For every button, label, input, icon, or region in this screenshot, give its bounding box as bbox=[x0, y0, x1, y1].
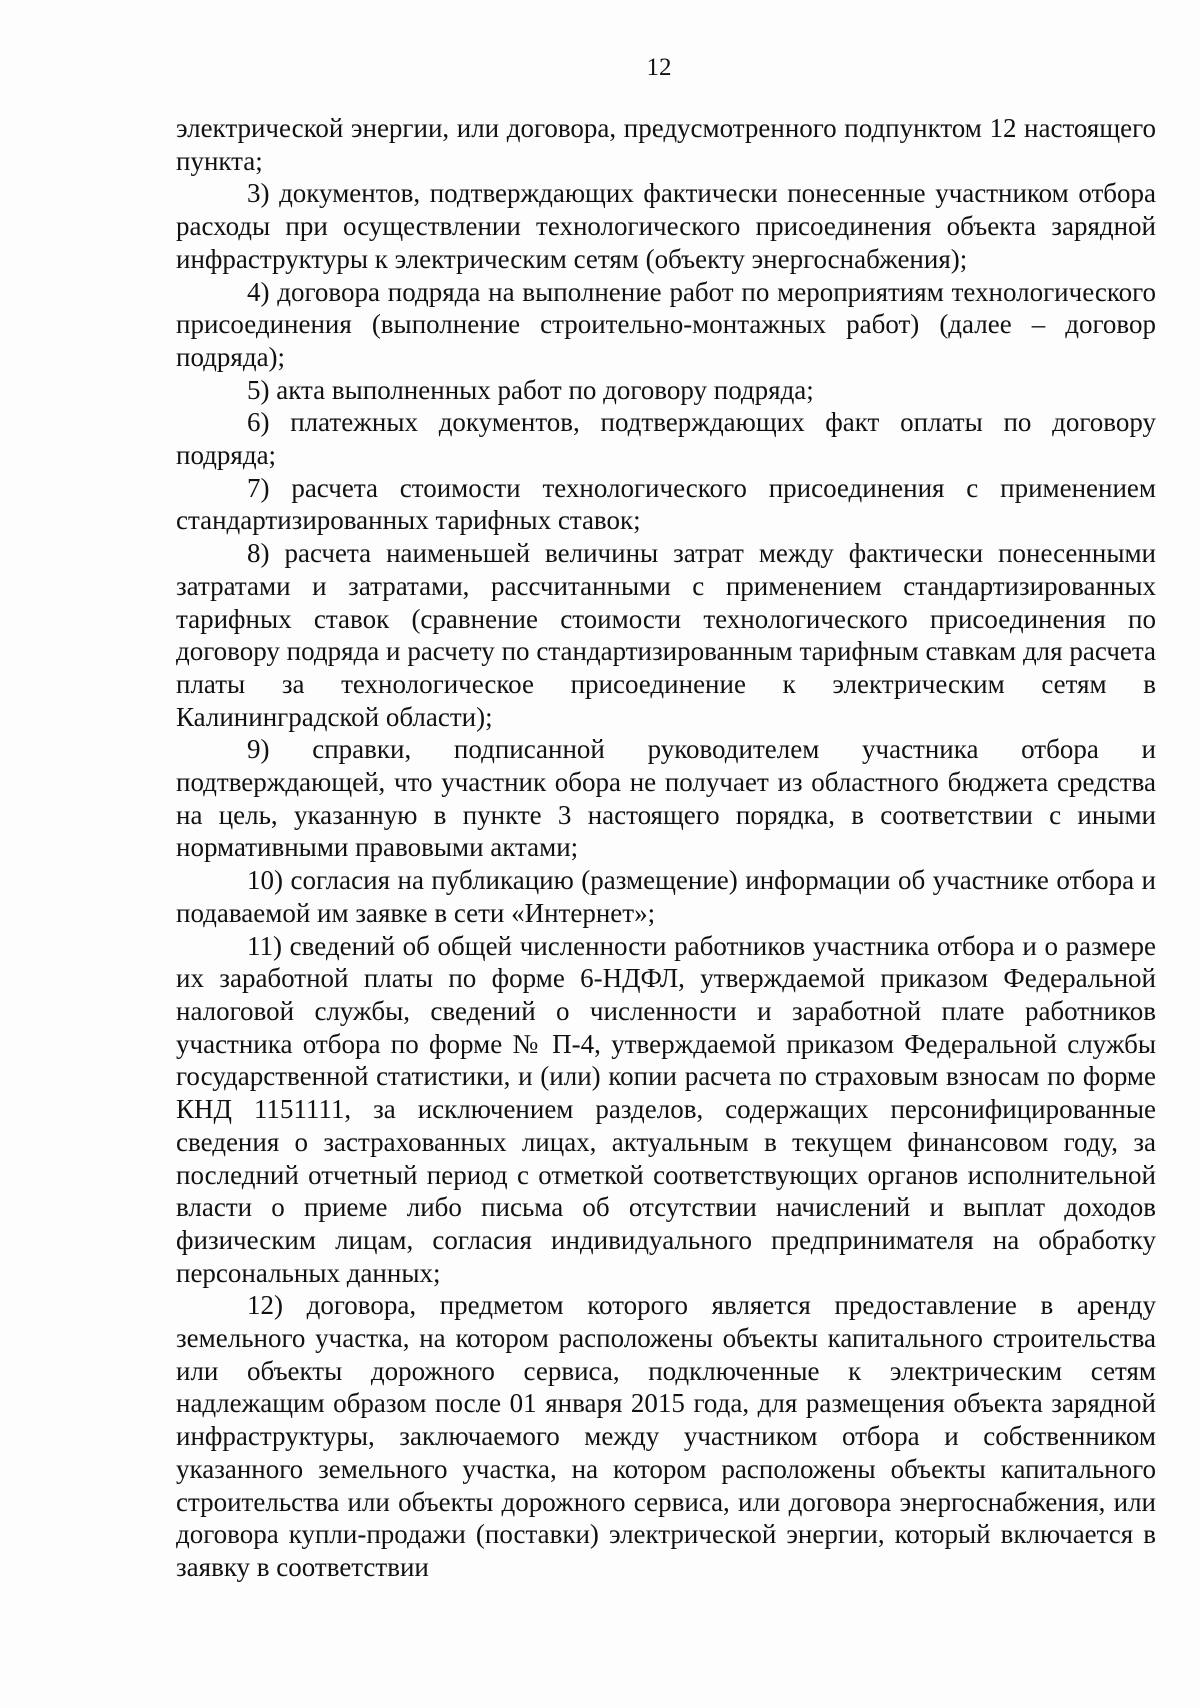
page-number: 12 bbox=[646, 54, 672, 81]
document-body bbox=[176, 112, 1156, 1584]
list-item-12: 12) договора, предметом которого является предоставление в аренду земельного участка, на котором расположены объекты капитального строительства или объекты дорожного сервиса, подключенные к электрическим сетям надлежащим образом после 01 января 2015 года, для размещения объекта зарядной инфраструктуры, заключаемого между участником отбора и собственником указанного земельного участка, на котором расположены объекты капитального строительства или объекты дорожного сервиса, или договора энергоснабжения, или договора купли-продажи (поставки) электрической энергии, который включается в заявку в соответствии bbox=[176, 1290, 1156, 1582]
list-item-11: 11) сведений об общей численности работников участника отбора и о размере их заработной платы по форме 6-НДФЛ, утверждаемой приказом Федеральной налоговой службы, сведений о численности и заработной плате работников участника отбора по форме № П-4, утверждаемой приказом Федеральной службы государственной статистики, и (или) копии расчета по страховым взносам по форме КНД 1151111, за исключением разделов, содержащих персонифицированные сведения о застрахованных лицах, актуальным в текущем финансовом году, за последний отчетный период с отметкой соответствующих органов исполнительной власти о приеме либо письма об отсутствии начислений и выплат доходов физическим лицам, согласия индивидуального предпринимателя на обработку персональных данных; bbox=[176, 930, 1156, 1288]
list-item-7: 7) расчета стоимости технологического присоединения с применением стандартизированных тарифных ставок; bbox=[176, 472, 1156, 536]
list-item-10: 10) согласия на публикацию (размещение) информации об участнике отбора и подаваемой им заявке в сети «Интернет»; bbox=[176, 865, 1156, 928]
list-item-3: 3) документов, подтверждающих фактически понесенные участником отбора расходы при осуществлении технологического присоединения объекта зарядной инфраструктуры к электрическим сетям (объекту энергоснабжения); bbox=[176, 178, 1156, 274]
list-item-5: 5) акта выполненных работ по договору подряда; bbox=[247, 374, 814, 405]
list-item-8: 8) расчета наименьшей величины затрат между фактически понесенными затратами и затратами, рассчитанными с применением стандартизированных тарифных ставок (сравнение стоимости технологического присоединения по договору подряда и расчету по стандартизированным тарифным ставкам для расчета платы за технологическое присоединение к электрическим сетям в Калининградской области); bbox=[176, 538, 1156, 732]
paragraph-continuation: электрической энергии, или договора, предусмотренного подпунктом 12 настоящего пункта; bbox=[176, 113, 1156, 176]
list-item-6: 6) платежных документов, подтверждающих факт оплаты по договору подряда; bbox=[176, 407, 1156, 471]
list-item-4: 4) договора подряда на выполнение работ по мероприятиям технологического присоединения (выполнение строительно-монтажных работ) (далее – договор подряда); bbox=[176, 276, 1156, 372]
list-item-9: 9) справки, подписанной руководителем участника отбора и подтверждающей, что участник обора не получает из областного бюджета средства на цель, указанную в пункте 3 настоящего порядка, в соответствии с иными нормативными правовыми актами; bbox=[176, 734, 1156, 863]
